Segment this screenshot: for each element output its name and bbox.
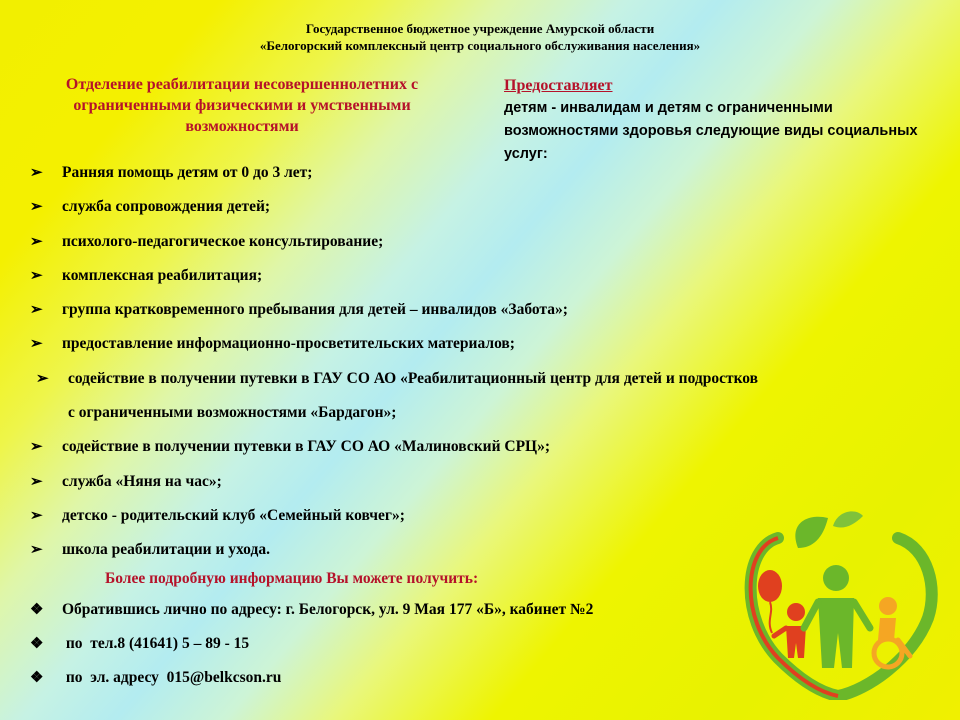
contacts-list (30, 600, 770, 702)
arrow-bullet-icon: ➢ (30, 233, 43, 250)
family-care-logo (738, 508, 938, 700)
list-item (30, 163, 930, 197)
child-head (787, 603, 805, 621)
service-text: предоставление информационно-просветительских материалов; (62, 335, 515, 353)
arrow-bullet-icon: ➢ (30, 267, 43, 284)
contact-item (30, 600, 770, 634)
provides-block (504, 74, 924, 166)
leaf-icon (833, 511, 863, 527)
diamond-bullet-icon: ❖ (30, 602, 44, 618)
contact-item (30, 634, 770, 668)
service-text: детско - родительский клуб «Семейный ковчег»; (62, 506, 405, 524)
contact-address: Обратившись лично по адресу: г. Белогорск, ул. 9 Мая 177 «Б», кабинет №2 (62, 601, 594, 618)
list-item (30, 472, 930, 506)
service-text: группа кратковременного пребывания для детей – инвалидов «Забота»; (62, 301, 568, 319)
arrow-bullet-icon: ➢ (30, 199, 43, 216)
wheelchair-child-head (879, 597, 897, 615)
provides-text: детям - инвалидам и детям с ограниченными возможностями здоровья следующие виды социальных услуг: (504, 100, 918, 162)
service-text: психолого-педагогическое консультирование; (62, 232, 384, 250)
organization-header (0, 20, 960, 54)
arrow-bullet-icon: ➢ (30, 165, 43, 181)
contact-item (30, 668, 770, 702)
service-text: школа реабилитации и ухода. (62, 541, 270, 559)
list-item (30, 300, 930, 334)
contact-phone: по тел.8 (41641) 5 – 89 - 15 (62, 635, 250, 652)
arrow-bullet-icon: ➢ (30, 473, 43, 490)
leaf-icon (795, 517, 828, 548)
contact-email[interactable]: по эл. адресу 015@belkcson.ru (62, 669, 282, 686)
header-line-2: «Белогорский комплексный центр социального обслуживания населения» (259, 38, 701, 53)
arrow-bullet-icon: ➢ (30, 336, 43, 353)
arrow-bullet-icon: ➢ (30, 542, 43, 559)
adult-head (823, 565, 849, 591)
list-item (30, 369, 930, 403)
service-text: служба сопровождения детей; (62, 198, 271, 216)
balloon-icon (758, 570, 782, 602)
more-info-heading: Более подробную информацию Вы можете получить: (105, 570, 479, 587)
provides-label: Предоставляет (504, 77, 613, 94)
adult-body (818, 598, 854, 668)
list-item-continuation (30, 403, 930, 437)
list-item (30, 266, 930, 300)
diamond-bullet-icon: ❖ (30, 670, 44, 686)
department-title: Отделение реабилитации несовершеннолетних с ограниченными физическими и умственными возможностями (65, 76, 419, 135)
arrow-bullet-icon: ➢ (30, 302, 43, 319)
list-item (30, 437, 930, 471)
service-text: служба «Няня на час»; (62, 472, 222, 490)
arrow-bullet-icon: ➢ (30, 439, 43, 456)
service-text: комплексная реабилитация; (62, 266, 263, 284)
service-text: Ранняя помощь детям от 0 до 3 лет; (62, 164, 313, 181)
header-line-1: Государственное бюджетное учреждение Амурской области (305, 21, 655, 36)
list-item (30, 334, 930, 368)
arrow-bullet-icon: ➢ (36, 370, 49, 387)
list-item (30, 197, 930, 231)
arrow-bullet-icon: ➢ (30, 507, 43, 524)
diamond-bullet-icon: ❖ (30, 636, 44, 652)
list-item (30, 232, 930, 266)
service-text: содействие в получении путевки в ГАУ СО АО «Реабилитационный центр для детей и подростков (68, 369, 759, 387)
service-text: с ограниченными возможностями «Бардагон»; (68, 404, 397, 422)
service-text: содействие в получении путевки в ГАУ СО АО «Малиновский СРЦ»; (62, 438, 551, 456)
